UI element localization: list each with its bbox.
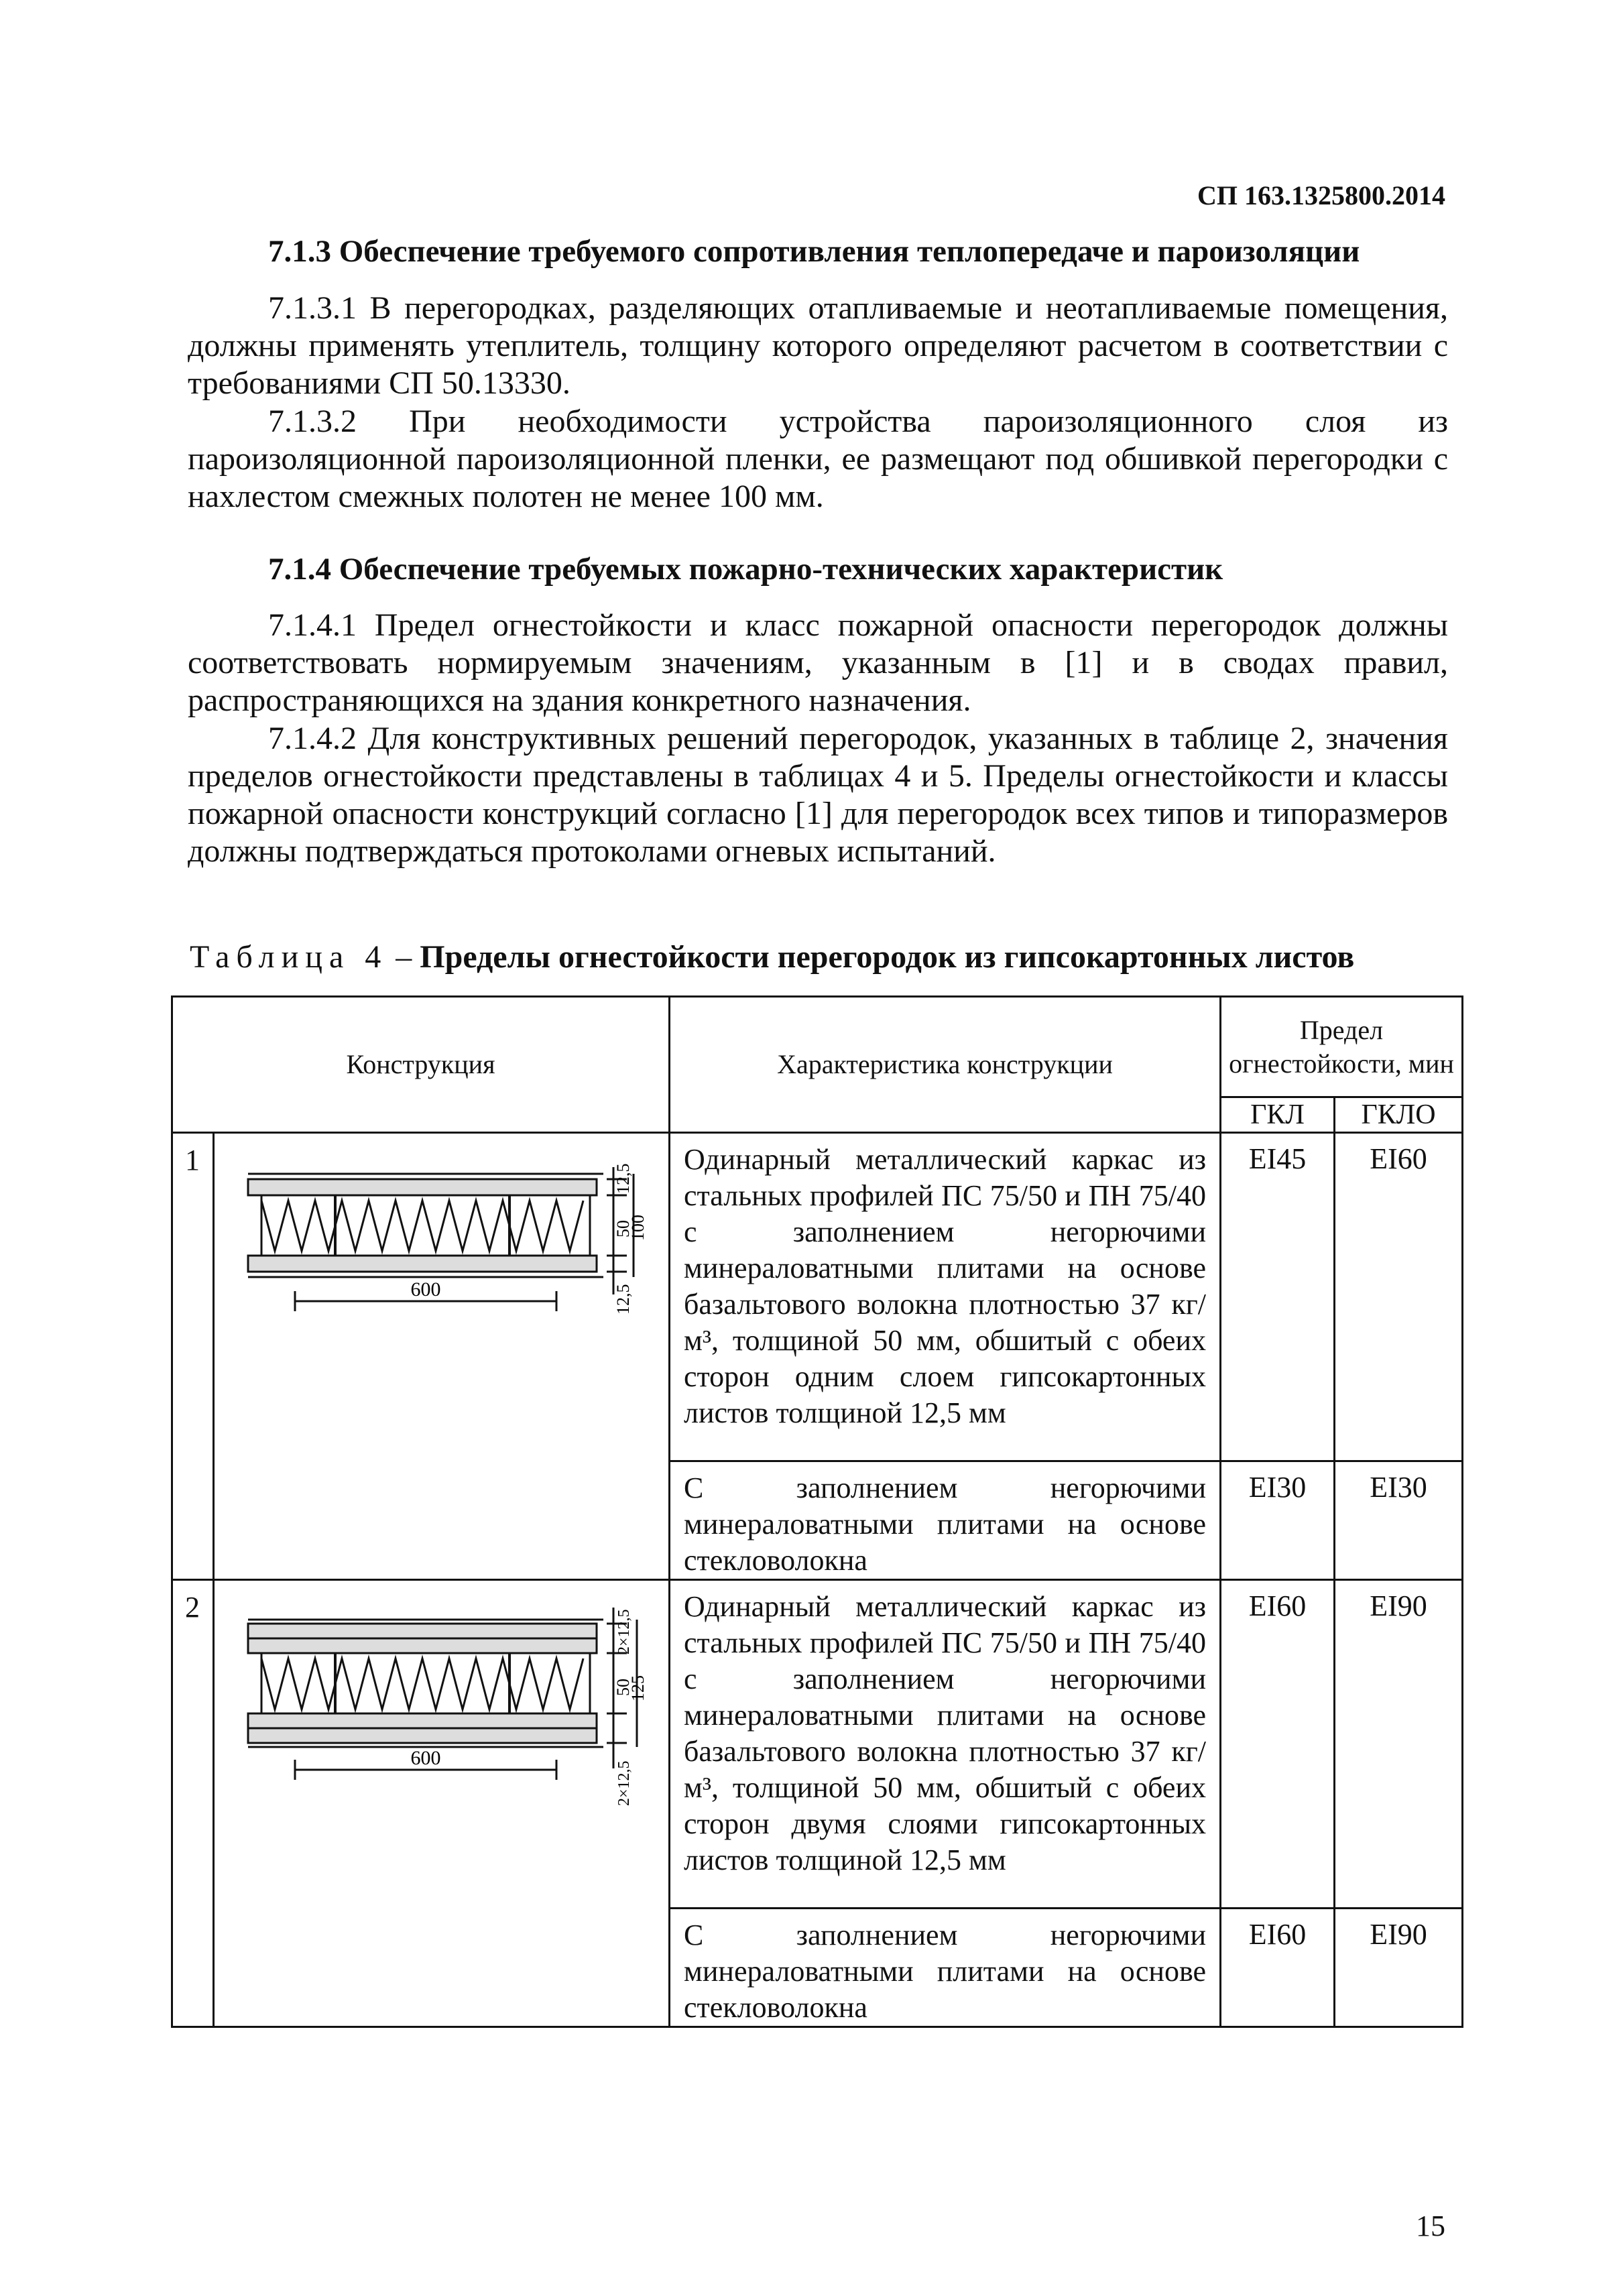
value-gklo: EI60: [1335, 1133, 1463, 1461]
table-caption: [190, 939, 1354, 975]
span-label: 600: [410, 1747, 441, 1769]
value-gkl: EI60: [1221, 1909, 1335, 2027]
header-gklo: ГКЛО: [1335, 1097, 1463, 1133]
value-gkl: EI30: [1221, 1461, 1335, 1580]
top-board-label: 12,5: [613, 1163, 633, 1194]
paragraph-7142: 7.1.4.2 Для конструктивных решений перегородок, указанных в таблице 2, значения пределов огнестойкости представлены в таблицах 4 и 5. Пределы огнестойкости и классы пожарной опасности конструкций согласно [1] для перегородок всех типов и типоразмеров должны подтверждаться протоколами огневых испытаний.: [188, 721, 1448, 869]
insulation-layer: [261, 1195, 590, 1256]
table-caption-prefix: Таблица 4: [190, 939, 388, 975]
table-row: [172, 1580, 1463, 1909]
gypsum-board-top-inner: [248, 1638, 597, 1653]
total-label: 100: [628, 1215, 648, 1241]
page-number: 15: [1416, 2210, 1445, 2242]
span-label: 600: [410, 1278, 441, 1301]
fire-resistance-table: [171, 995, 1463, 2028]
core-label: 50: [613, 1220, 633, 1237]
construction-drawing-1: [214, 1133, 670, 1580]
paragraph-7132: 7.1.3.2 При необходимости устройства пароизоляционного слоя из пароизоляционной пароизоляционной пленки, ее размещают под обшивкой перегородки с нахлестом смежных полотен не менее 100 мм.: [188, 404, 1448, 514]
value-gklo: EI90: [1335, 1580, 1463, 1909]
top-board-label: 2×12,5: [615, 1609, 633, 1654]
value-gkl: EI45: [1221, 1133, 1335, 1461]
table-row: [172, 1133, 1463, 1461]
header-characteristic: Характеристика конструкции: [670, 997, 1221, 1133]
insulation-hatch: [261, 1201, 583, 1251]
table-caption-title: Пределы огнестойкости перегородок из гипсокартонных листов: [420, 939, 1355, 975]
value-gkl: EI60: [1221, 1580, 1335, 1909]
header-fire-limit: Предел огнестойкости, мин: [1221, 997, 1463, 1097]
gypsum-board-top-outer: [248, 1624, 597, 1638]
paragraph-7131: 7.1.3.1 В перегородках, разделяющих отапливаемые и неотапливаемые помещения, должны применять утеплитель, толщину которого определяют расчетом в соответствии с требованиями СП 50.13330.: [188, 290, 1448, 401]
header-construction: Конструкция: [172, 997, 670, 1133]
construction-description: С заполнением негорючими минераловатными плитами на основе стекловолокна: [670, 1461, 1221, 1580]
document-code: СП 163.1325800.2014: [1197, 180, 1445, 210]
row-number: 2: [172, 1580, 214, 2027]
gypsum-board-bottom-inner: [248, 1713, 597, 1728]
partition-section-diagram-1: [241, 1147, 648, 1348]
header-gkl: ГКЛ: [1221, 1097, 1335, 1133]
bottom-board-label: 12,5: [613, 1284, 633, 1315]
construction-description: Одинарный металлический каркас из стальных профилей ПС 75/50 и ПН 75/40 с заполнением негорючими минераловатными плитами на основе базальтового волокна плотностью 37 кг/м³, толщиной 50 мм, обшитый с обеих сторон одним слоем гипсокартонных листов толщиной 12,5 мм: [670, 1133, 1221, 1461]
gypsum-board-bottom: [248, 1256, 597, 1272]
bottom-board-label: 2×12,5: [615, 1760, 633, 1806]
partition-section-diagram-2: [241, 1594, 648, 1815]
row-number: 1: [172, 1133, 214, 1580]
gypsum-board-bottom-outer: [248, 1728, 597, 1743]
paragraph-7141: 7.1.4.1 Предел огнестойкости и класс пожарной опасности перегородок должны соответствовать нормируемым значениям, указанным в [1] и в сводах правил, распространяющихся на здания конкретного назначения.: [188, 607, 1448, 718]
construction-drawing-2: [214, 1580, 670, 2027]
table-header-row: [172, 997, 1463, 1097]
value-gklo: EI30: [1335, 1461, 1463, 1580]
value-gklo: EI90: [1335, 1909, 1463, 2027]
total-label: 125: [628, 1675, 648, 1701]
insulation-hatch: [261, 1658, 583, 1709]
gypsum-board-top: [248, 1179, 597, 1195]
construction-description: Одинарный металлический каркас из стальных профилей ПС 75/50 и ПН 75/40 с заполнением негорючими минераловатными плитами на основе базальтового волокна плотностью 37 кг/м³, толщиной 50 мм, обшитый с обеих сторон двумя слоями гипсокартонных листов толщиной 12,5 мм: [670, 1580, 1221, 1909]
section-713-heading: 7.1.3 Обеспечение требуемого сопротивления теплопередаче и пароизоляции: [268, 234, 1360, 269]
construction-description: С заполнением негорючими минераловатными плитами на основе стекловолокна: [670, 1909, 1221, 2027]
core-label: 50: [613, 1679, 633, 1696]
table-caption-dash: –: [387, 939, 420, 975]
section-714-heading: 7.1.4 Обеспечение требуемых пожарно-технических характеристик: [268, 552, 1223, 587]
